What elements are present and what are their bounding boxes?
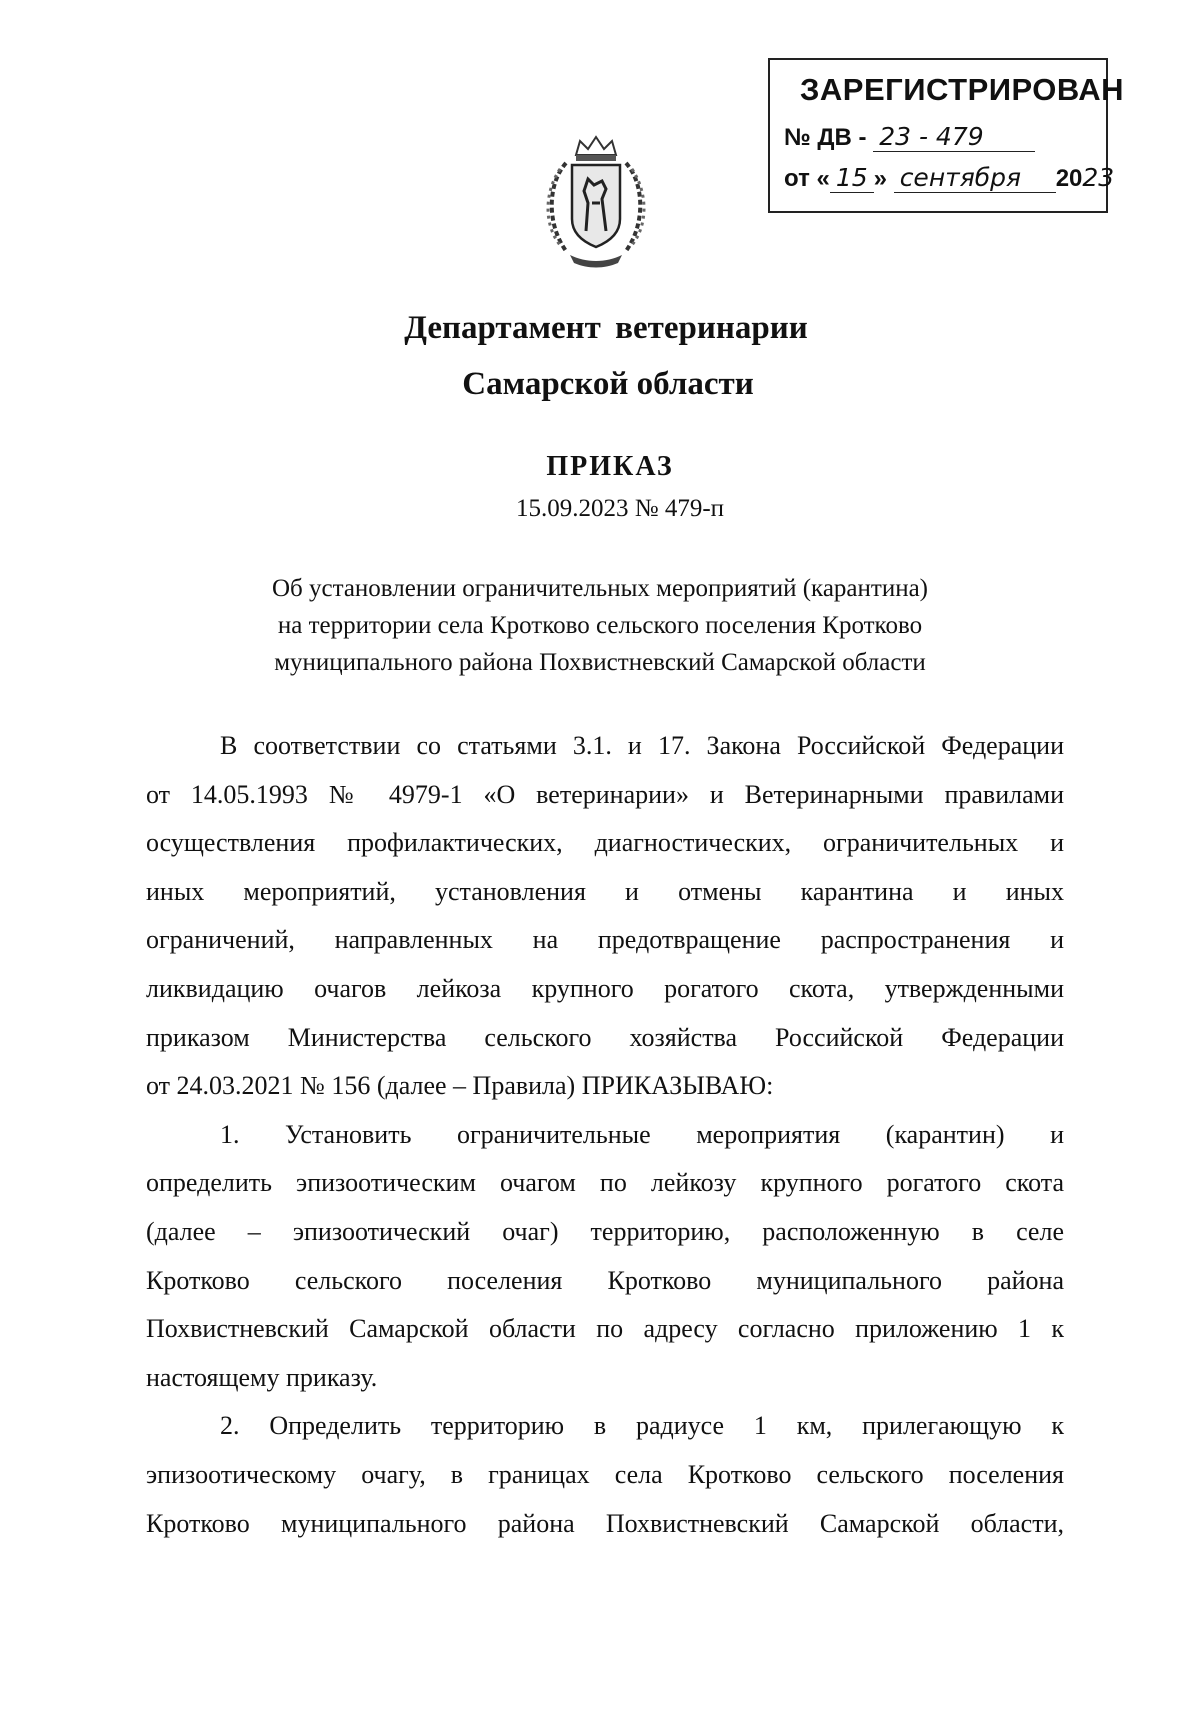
order-title-line: Об установлении ограничительных мероприятий (карантина) <box>271 575 929 602</box>
order-title-line: муниципального района Похвистневский Самарской области <box>274 649 926 676</box>
stamp-date-day: 15 <box>830 163 874 193</box>
body-line: настоящему приказу. <box>146 1362 378 1392</box>
body-line: Похвистневский Самарской области по адресу согласно приложению 1 к <box>146 1314 1064 1344</box>
stamp-date-mid: » <box>873 165 888 192</box>
body-line: (далее – эпизоотический очаг) территорию, расположенную в селе <box>146 1216 1064 1246</box>
body-line: Кротково сельского поселения Кротково муниципального района <box>146 1265 1064 1295</box>
body-line: от 24.03.2021 № 156 (далее – Правила) ПРИКАЗЫВАЮ: <box>146 1071 774 1101</box>
stamp-date-row <box>784 163 1114 193</box>
body-line: В соответствии со статьями 3.1. и 17. Закона Российской Федерации <box>220 731 1064 760</box>
body-line: от 14.05.1993 № 4979-1 «О ветеринарии» и Ветеринарными правилами <box>146 779 1064 809</box>
order-body <box>146 722 1064 1548</box>
stamp-number-prefix: № ДВ - <box>784 124 867 151</box>
body-line: иных мероприятий, установления и отмены карантина и иных <box>146 876 1064 906</box>
stamp-title: ЗАРЕГИСТРИРОВАН <box>800 72 1125 107</box>
order-title-line: на территории села Кротково сельского поселения Кротково <box>277 612 923 639</box>
body-line: осуществления профилактических, диагностических, ограничительных и <box>146 828 1064 858</box>
stamp-number-value: 23 - 479 <box>873 122 1035 152</box>
order-date-number: 15.09.2023 № 479-п <box>515 495 725 522</box>
body-line: Кротково муниципального района Похвистневский Самарской области, <box>146 1508 1064 1538</box>
department-name-line2: Самарской области <box>462 366 754 402</box>
body-line: 1. Установить ограничительные мероприятия (карантин) и <box>220 1119 1064 1149</box>
stamp-date-prefix: от « <box>784 165 830 192</box>
body-line: приказом Министерства сельского хозяйства Российской Федерации <box>146 1022 1064 1052</box>
stamp-date-year-suffix: 23 <box>1082 163 1115 192</box>
body-line: ограничений, направленных на предотвращение распространения и <box>146 925 1064 955</box>
stamp-date-month: сентября <box>894 163 1056 193</box>
order-heading: ПРИКАЗ <box>546 451 674 482</box>
body-line: 2. Определить территорию в радиусе 1 км, прилегающую к <box>220 1411 1064 1441</box>
body-line: определить эпизоотическим очагом по лейкозу крупного рогатого скота <box>146 1168 1064 1198</box>
body-line: эпизоотическому очагу, в границах села Кротково сельского поселения <box>146 1459 1064 1489</box>
stamp-number-row <box>784 122 1035 152</box>
order-title <box>200 570 1000 681</box>
registration-stamp <box>768 58 1125 213</box>
coat-of-arms-emblem <box>540 133 652 271</box>
stamp-date-year-prefix: 20 <box>1055 165 1083 192</box>
body-line: ликвидацию очагов лейкоза крупного рогатого скота, утвержденными <box>146 973 1064 1003</box>
department-name-line1: Департамент ветеринарии <box>404 310 808 346</box>
